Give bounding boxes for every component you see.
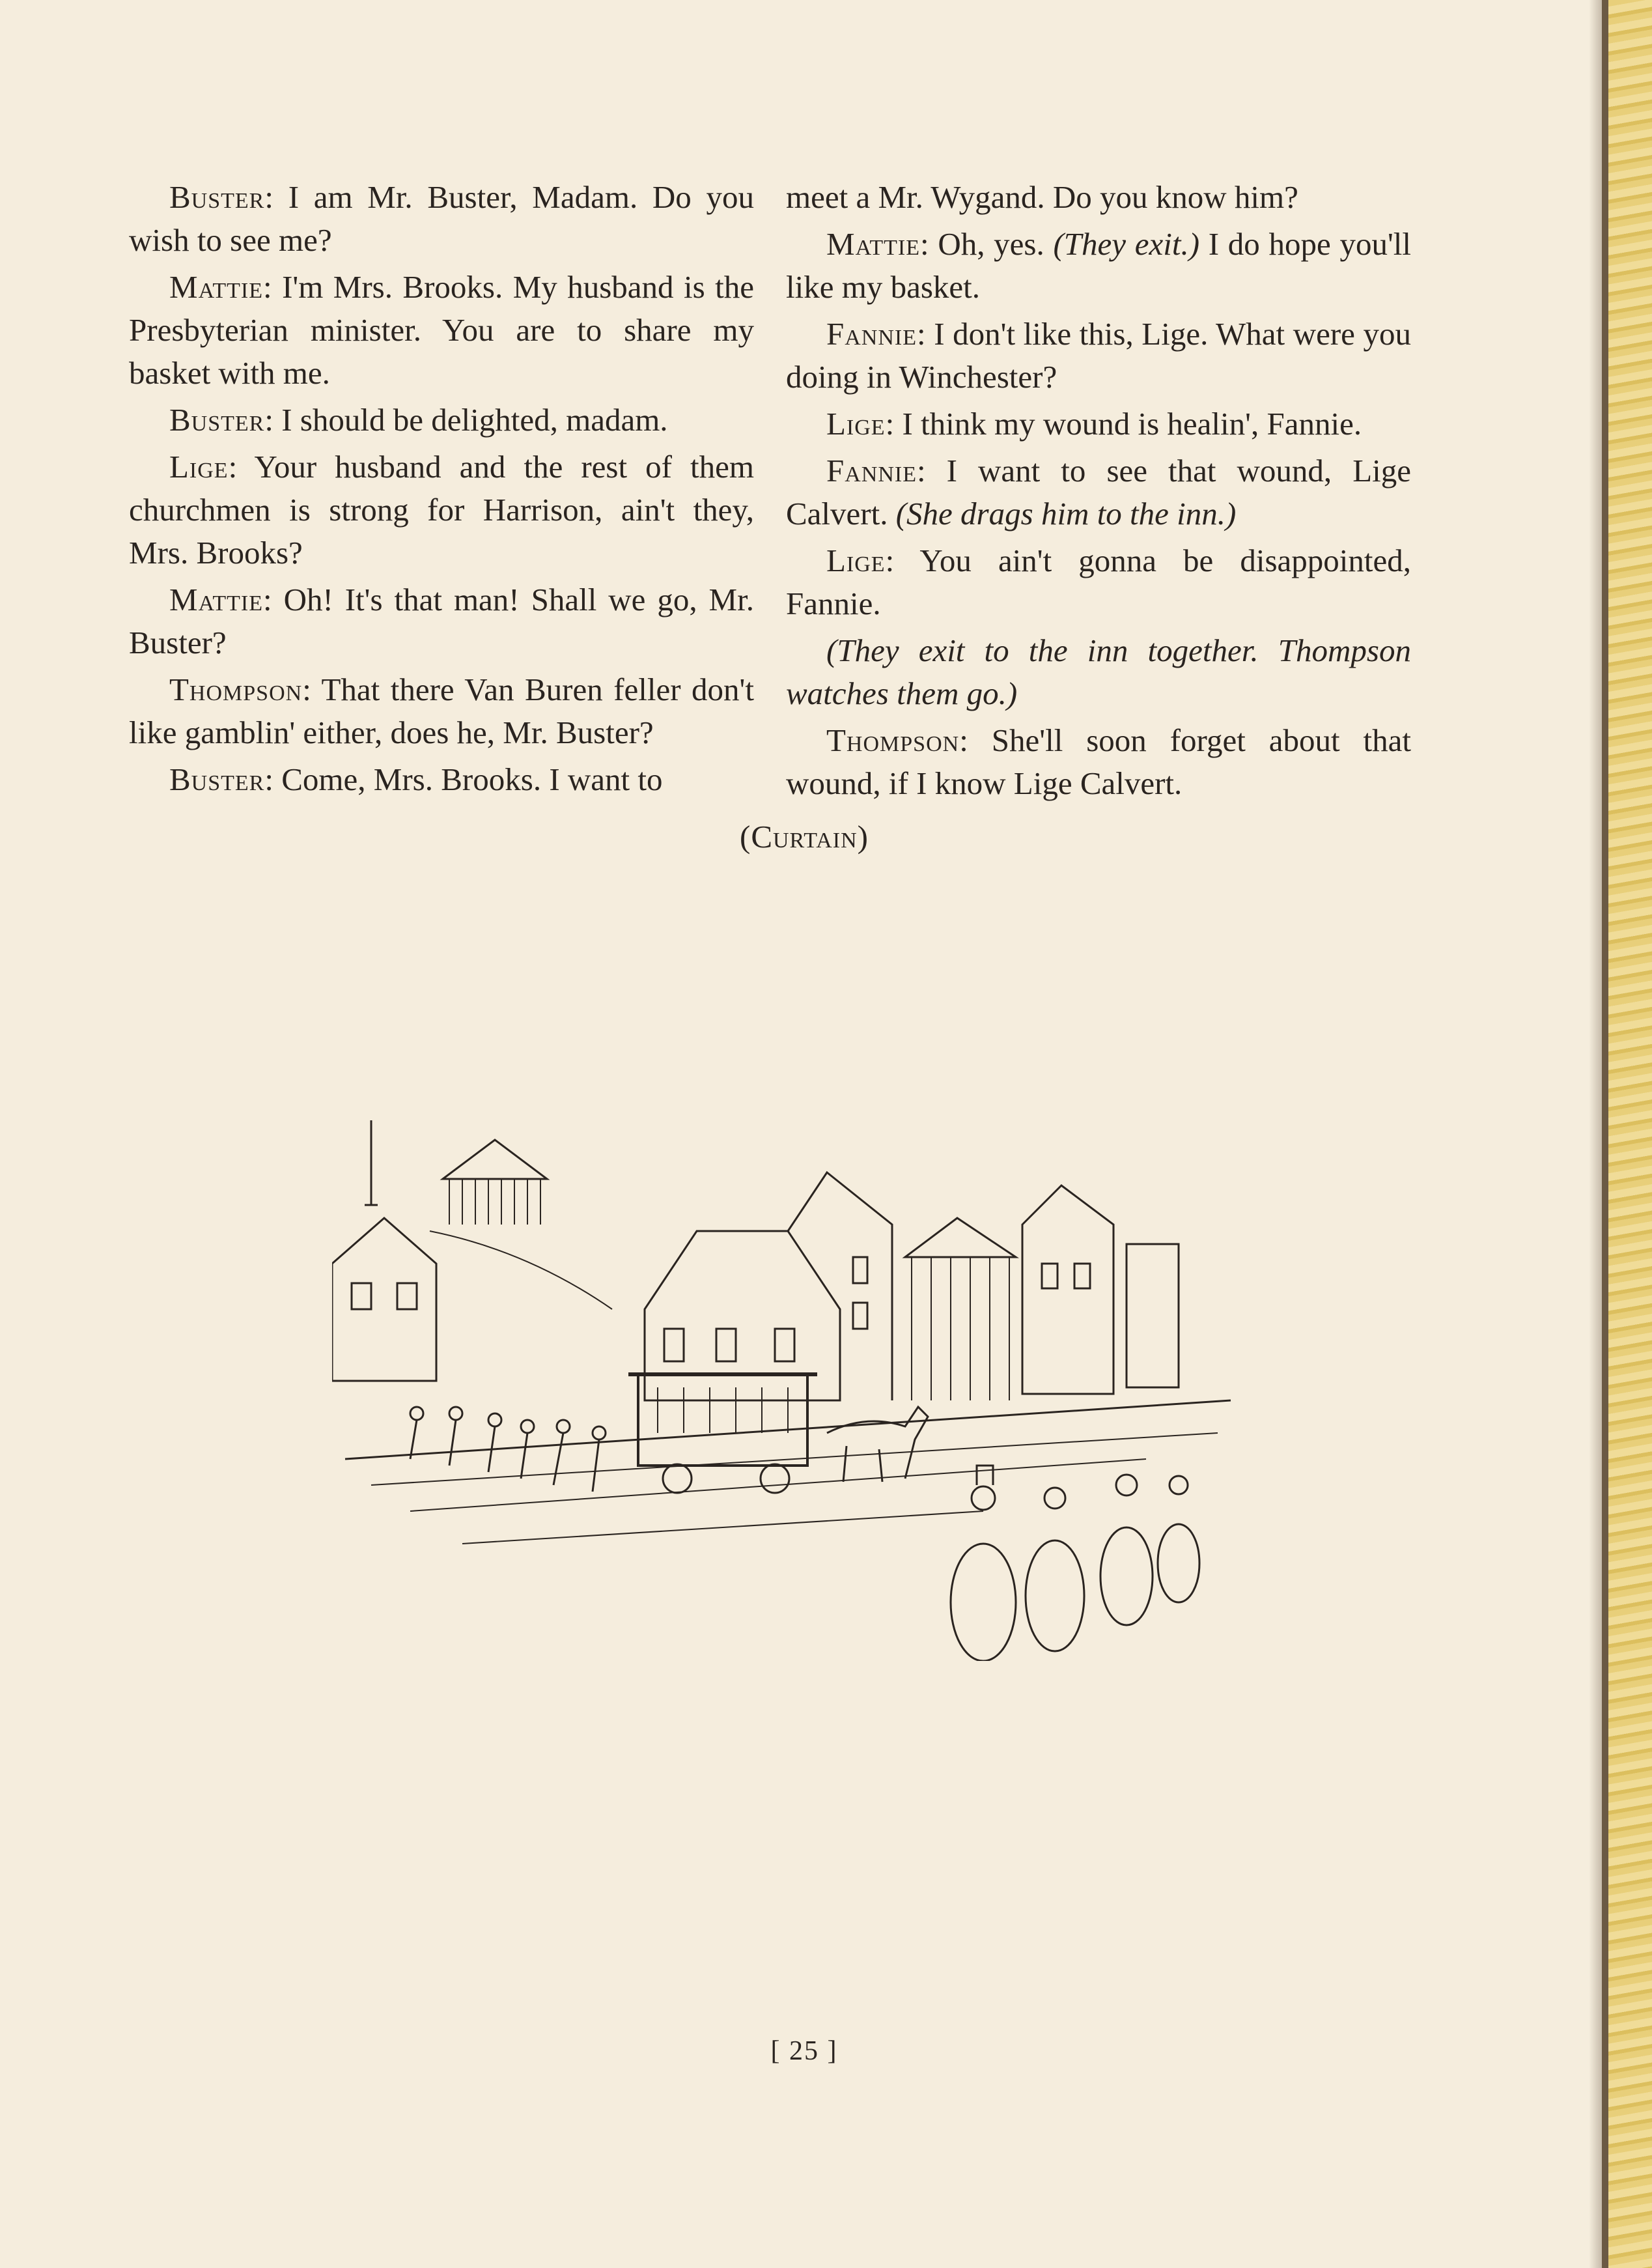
dialogue-text: Oh, yes. bbox=[938, 226, 1044, 262]
dialogue-text: You ain't gonna be disappointed, Fannie. bbox=[786, 543, 1411, 621]
dialogue-line: Lige: Your husband and the rest of them churchmen is strong for Harrison, ain't they, Mrs. Brooks? bbox=[129, 449, 755, 571]
speaker-name: Mattie bbox=[169, 269, 263, 305]
speaker-name: Lige bbox=[826, 406, 886, 442]
dialogue-line: Fannie: I want to see that wound, Lige Calvert. (She drags him to the inn.) bbox=[786, 453, 1411, 532]
speaker-name: Thompson bbox=[826, 722, 960, 758]
speaker-name: Lige bbox=[826, 543, 886, 578]
speaker-name: Lige bbox=[169, 449, 229, 485]
dialogue-line: Buster: I am Mr. Buster, Madam. Do you wish to see me? bbox=[129, 179, 754, 258]
dialogue-line: Buster: I should be delighted, madam. bbox=[169, 402, 668, 438]
dialogue-line: Lige: You ain't gonna be disappointed, Fannie. bbox=[786, 543, 1411, 621]
dialogue-line: Thompson: She'll soon forget about that wound, if I know Lige Calvert. bbox=[786, 722, 1412, 801]
dialogue-line: Mattie: Oh! It's that man! Shall we go, Mr. Buster? bbox=[129, 582, 754, 660]
dialogue-text: Your husband and the rest of them churchmen is strong for Harrison, ain't they, Mrs. Brooks? bbox=[129, 449, 755, 571]
speaker-name: Mattie bbox=[169, 582, 263, 617]
dialogue-text: She'll soon forget about that wound, if I know Lige Calvert. bbox=[786, 722, 1412, 801]
stage-direction: (She drags him to the inn.) bbox=[895, 496, 1237, 532]
left-text-column bbox=[129, 176, 754, 805]
dialogue-text: I don't like this, Lige. What were you doing in Winchester? bbox=[786, 316, 1411, 395]
dialogue-text: Oh! It's that man! Shall we go, Mr. Buster? bbox=[129, 582, 754, 660]
dialogue-line: Mattie: Oh, yes. (They exit.) I do hope you'll like my basket. bbox=[786, 226, 1412, 305]
speaker-name: Buster bbox=[169, 179, 265, 215]
dialogue-text: Come, Mrs. Brooks. I want to bbox=[281, 761, 663, 797]
dialogue-text: I want to see that wound, Lige Calvert. bbox=[786, 453, 1411, 532]
dialogue-text: I'm Mrs. Brooks. My husband is the Presbyterian minister. You are to share my basket with me. bbox=[129, 269, 754, 391]
speaker-name: Fannie bbox=[826, 316, 917, 352]
dialogue-line: Thompson: That there Van Buren feller don't like gamblin' either, does he, Mr. Buster? bbox=[129, 672, 755, 750]
dialogue-line: Buster: Come, Mrs. Brooks. I want to bbox=[169, 761, 663, 797]
speaker-name: Buster bbox=[169, 761, 265, 797]
stage-direction: (They exit to the inn together. Thompson watches them go.) bbox=[786, 632, 1411, 711]
dialogue-text: That there Van Buren feller don't like gamblin' either, does he, Mr. Buster? bbox=[129, 672, 755, 750]
dialogue-line: Fannie: I don't like this, Lige. What were you doing in Winchester? bbox=[786, 316, 1411, 395]
right-text-column bbox=[786, 176, 1411, 809]
dialogue-continuation: meet a Mr. Wygand. Do you know him? bbox=[786, 179, 1298, 215]
speaker-name: Mattie bbox=[826, 226, 920, 262]
dialogue-line: Lige: I think my wound is healin', Fannie. bbox=[826, 406, 1362, 442]
dialogue-text: I should be delighted, madam. bbox=[281, 402, 668, 438]
page-gutter bbox=[1589, 0, 1602, 2268]
speaker-name: Buster bbox=[169, 402, 265, 438]
speaker-name: Fannie bbox=[826, 453, 917, 489]
dialogue-line: Mattie: I'm Mrs. Brooks. My husband is the Presbyterian minister. You are to share my basket with me. bbox=[129, 269, 754, 391]
dialogue-text: I do hope you'll like my basket. bbox=[786, 226, 1412, 305]
dialogue-text: I think my wound is healin', Fannie. bbox=[902, 406, 1362, 442]
speaker-name: Thompson bbox=[169, 672, 303, 707]
page-edge bbox=[1602, 0, 1652, 2268]
dialogue-text: I am Mr. Buster, Madam. Do you wish to see me? bbox=[129, 179, 754, 258]
stage-direction: (They exit.) bbox=[1053, 226, 1200, 262]
page-number: [ 25 ] bbox=[770, 2036, 838, 2066]
curtain-line: (Curtain) bbox=[740, 819, 869, 855]
street-scene-illustration bbox=[332, 1094, 1244, 1661]
